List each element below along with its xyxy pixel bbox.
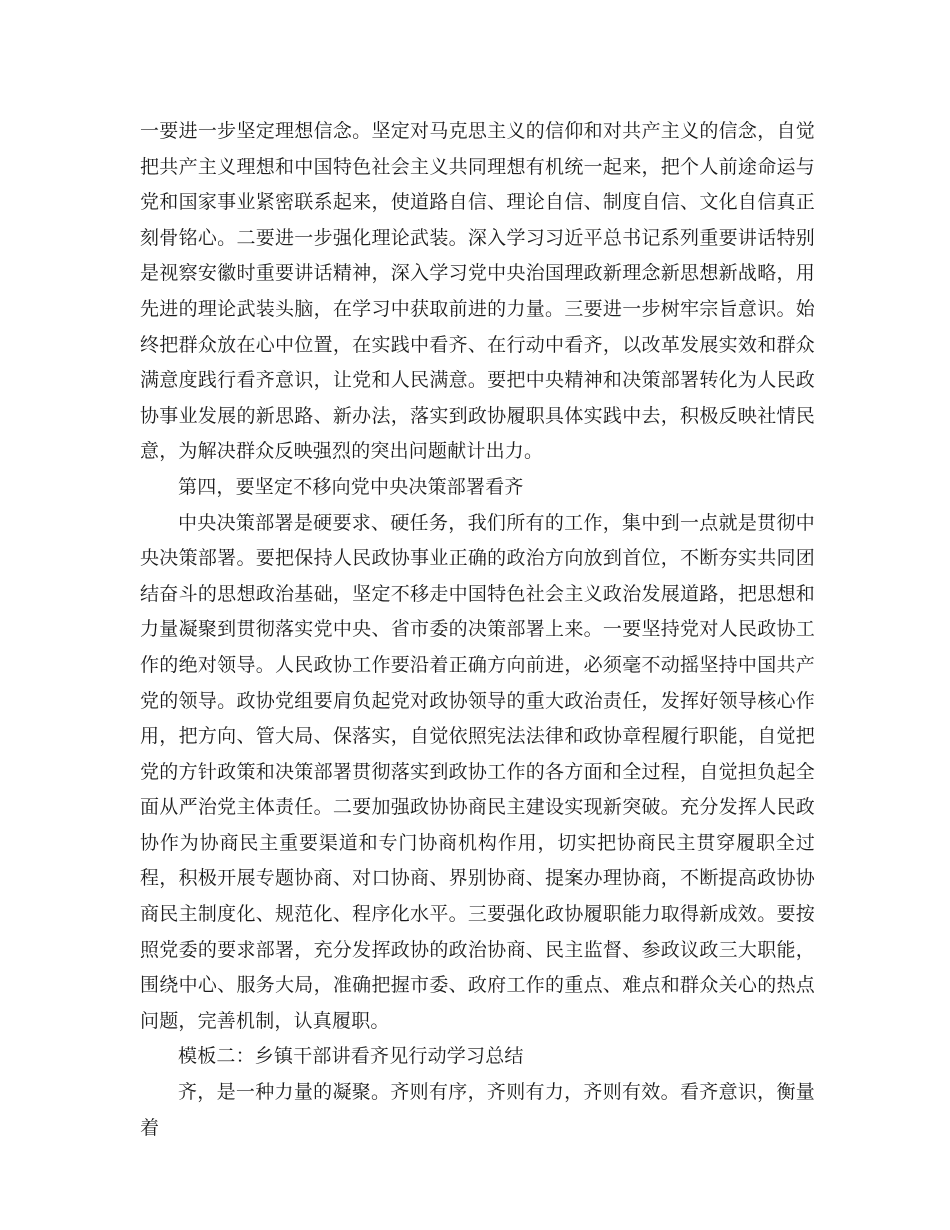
heading-template-two: 模板二：乡镇干部讲看齐见行动学习总结 (178, 1045, 524, 1068)
document-page (140, 114, 815, 1146)
paragraph-central-decisions: 中央决策部署是硬要求、硬任务，我们所有的工作，集中到一点就是贯彻中央决策部署。要把保持人民政协事业正确的政治方向放到首位，不断夯实共同团结奋斗的思想政治基础，坚定不移走中国特色社会主义政治发展道路，把思想和力量凝聚到贯彻落实党中央、省市委的决策部署上来。一要坚持党对人民政协工作的绝对领导。人民政协工作要沿着正确方向前进，必须毫不动摇坚持中国共产党的领导。政协党组要肩负起党对政协领导的重大政治责任，发挥好领导核心作用，把方向、管大局、保落实，自觉依照宪法法律和政协章程履行职能，自觉把党的方针政策和决策部署贯彻落实到政协工作的各方面和全过程，自觉担负起全面从严治党主体责任。二要加强政协协商民主建设实现新突破。充分发挥人民政协作为协商民主重要渠道和专门协商机构作用，切实把协商民主贯穿履职全过程，积极开展专题协商、对口协商、界别协商、提案办理协商，不断提高政协协商民主制度化、规范化、程序化水平。三要强化政协履职能力取得新成效。要按照党委的要求部署，充分发挥政协的政治协商、民主监督、参政议政三大职能，围绕中心、服务大局，准确把握市委、政府工作的重点、难点和群众关心的热点问题，完善机制，认真履职。 (140, 511, 815, 1032)
paragraph-qi-unity: 齐，是一种力量的凝聚。齐则有序，齐则有力，齐则有效。看齐意识，衡量着 (140, 1081, 815, 1139)
paragraph-ideals-theory-purpose: 一要进一步坚定理想信念。坚定对马克思主义的信仰和对共产主义的信念，自觉把共产主义理想和中国特色社会主义共同理想有机统一起来，把个人前途命运与党和国家事业紧密联系起来，使道路自信、理论自信、制度自信、文化自信真正刻骨铭心。二要进一步强化理论武装。深入学习习近平总书记系列重要讲话特别是视察安徽时重要讲话精神，深入学习党中央治国理政新理念新思想新战略，用先进的理论武装头脑，在学习中获取前进的力量。三要进一步树牢宗旨意识。始终把群众放在心中位置，在实践中看齐、在行动中看齐，以改革发展实效和群众满意度践行看齐意识，让党和人民满意。要把中央精神和决策部署转化为人民政协事业发展的新思路、新办法，落实到政协履职具体实践中去，积极反映社情民意，为解决群众反映强烈的突出问题献计出力。 (140, 120, 815, 463)
heading-fourth-point: 第四，要坚定不移向党中央决策部署看齐 (178, 475, 524, 498)
